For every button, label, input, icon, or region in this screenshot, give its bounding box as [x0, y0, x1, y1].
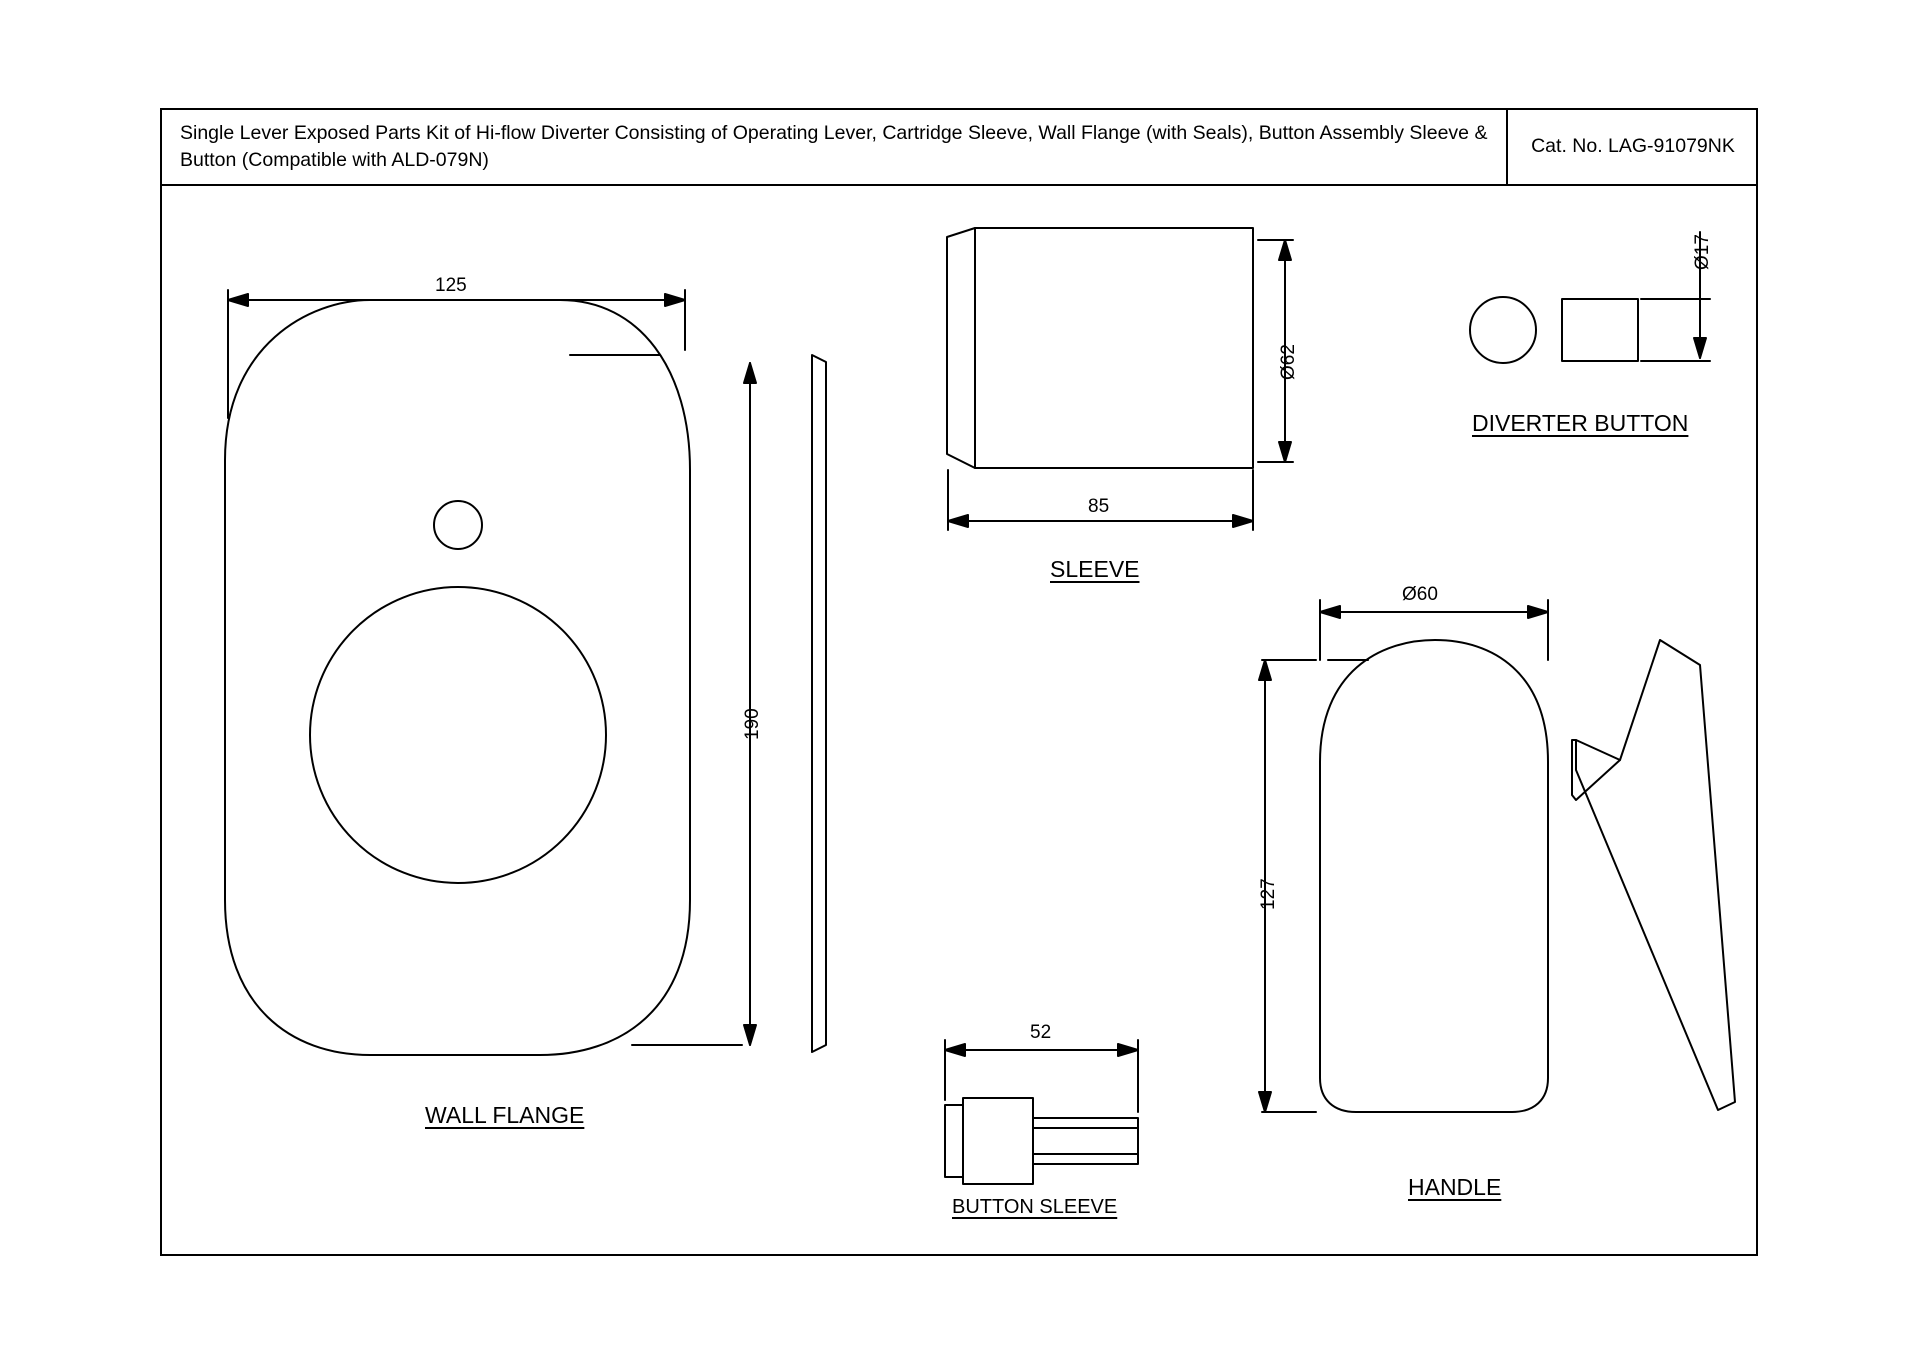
handle-height-label: 127 — [1258, 878, 1279, 910]
sleeve-length-label: 85 — [1088, 496, 1110, 517]
part-label-diverter-button: DIVERTER BUTTON — [1472, 410, 1689, 436]
title-block — [160, 108, 1758, 186]
button-sleeve-length-label: 52 — [1030, 1022, 1052, 1043]
wall-flange-height-label: 190 — [742, 708, 763, 740]
sleeve-diameter-label: Ø62 — [1278, 344, 1299, 380]
catalogue-number: Cat. No. LAG-91079NK — [1531, 134, 1735, 157]
part-label-wall-flange: WALL FLANGE — [425, 1102, 585, 1128]
drawing-frame — [160, 108, 1758, 1256]
wall-flange-width-label: 125 — [435, 275, 467, 296]
part-label-handle: HANDLE — [1408, 1174, 1502, 1200]
title-description: Single Lever Exposed Parts Kit of Hi-flow Diverter Consisting of Operating Lever, Cartridge Sleeve, Wall Flange (with Seals), Button Assembly Sleeve & Button (Compatible with ALD-079N) — [160, 108, 1508, 184]
part-label-sleeve: SLEEVE — [1050, 556, 1140, 582]
part-label-button-sleeve: BUTTON SLEEVE — [952, 1196, 1118, 1218]
diverter-button-diameter-label: Ø17 — [1692, 234, 1713, 270]
handle-width-label: Ø60 — [1402, 584, 1438, 605]
